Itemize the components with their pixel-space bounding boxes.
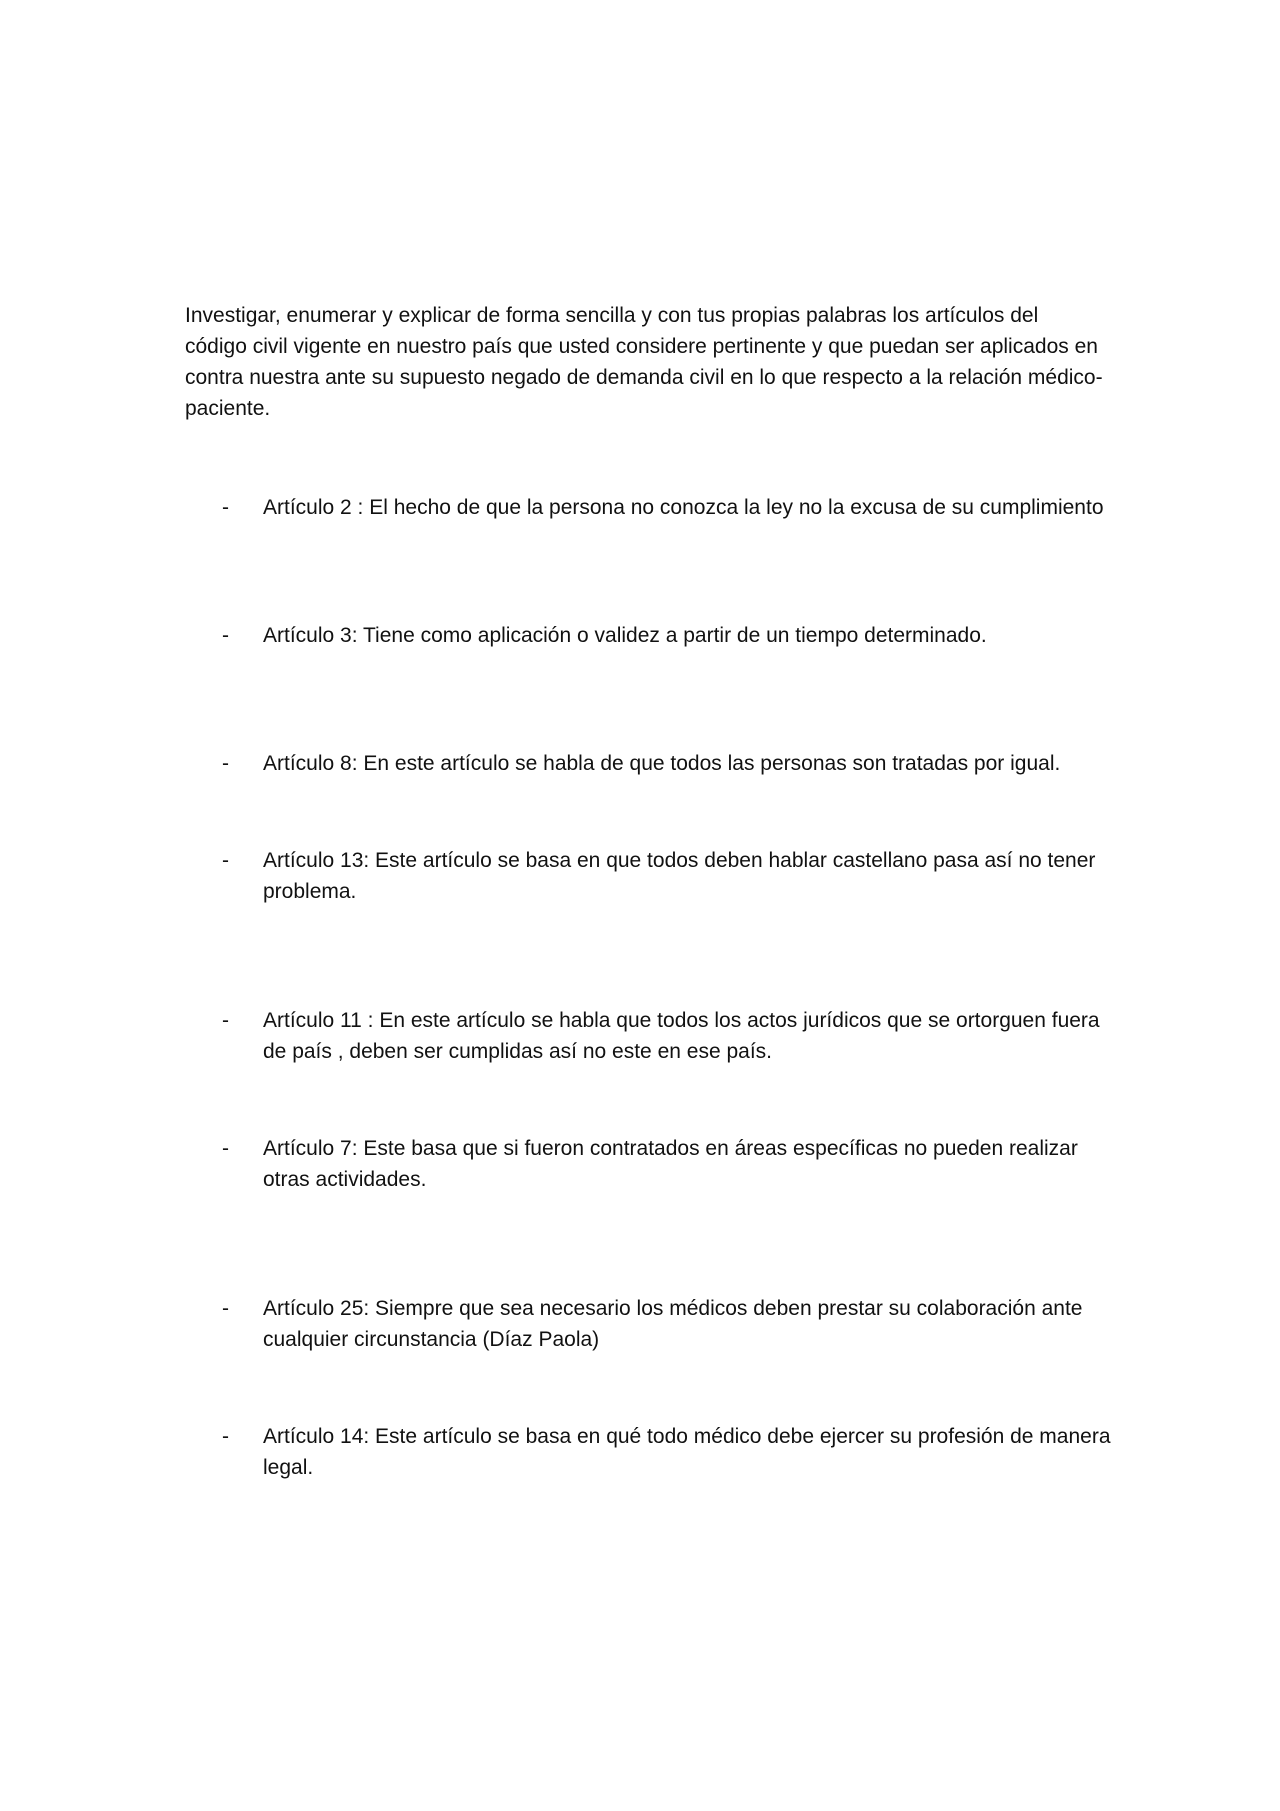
bullet-dash: - (222, 624, 229, 647)
bullet-dash: - (222, 752, 229, 775)
bullet-dash: - (222, 1425, 229, 1448)
list-item-text: Artículo 8: En este artículo se habla de que todos las personas son tratadas por igual. (263, 752, 1061, 775)
list-item (185, 1421, 1115, 1483)
list-item-text: Artículo 14: Este artículo se basa en qué todo médico debe ejercer su profesión de manera legal. (263, 1425, 1111, 1479)
list-item-text: Artículo 25: Siempre que sea necesario los médicos deben prestar su colaboración ante cualquier circunstancia (Díaz Paola) (263, 1297, 1083, 1351)
bullet-dash: - (222, 496, 229, 519)
list-item-text: Artículo 3: Tiene como aplicación o validez a partir de un tiempo determinado. (263, 624, 987, 647)
list-item-text: Artículo 13: Este artículo se basa en que todos deben hablar castellano pasa así no tener problema. (263, 849, 1096, 903)
bullet-dash: - (222, 1297, 229, 1320)
list-item (185, 845, 1115, 907)
list-item-text: Artículo 2 : El hecho de que la persona no conozca la ley no la excusa de su cumplimiento (263, 496, 1104, 519)
bullet-dash: - (222, 849, 229, 872)
list-item-text: Artículo 11 : En este artículo se habla que todos los actos jurídicos que se ortorguen fuera de país , deben ser cumplidas así no este en ese país. (263, 1009, 1100, 1063)
list-item (185, 1293, 1115, 1355)
list-item (185, 748, 1115, 779)
list-item (185, 492, 1115, 523)
list-item (185, 1133, 1115, 1195)
intro-paragraph: Investigar, enumerar y explicar de forma sencilla y con tus propias palabras los artículos del código civil vigente en nuestro país que usted considere pertinente y que puedan ser aplicados en contra nuestra ante su supuesto negado de demanda civil en lo que respecto a la relación médico-paciente. (185, 304, 1103, 420)
list-item (185, 1005, 1115, 1067)
list-item-text: Artículo 7: Este basa que si fueron contratados en áreas específicas no pueden realizar otras actividades. (263, 1137, 1078, 1191)
list-item (185, 620, 1115, 651)
bullet-dash: - (222, 1009, 229, 1032)
bullet-dash: - (222, 1137, 229, 1160)
